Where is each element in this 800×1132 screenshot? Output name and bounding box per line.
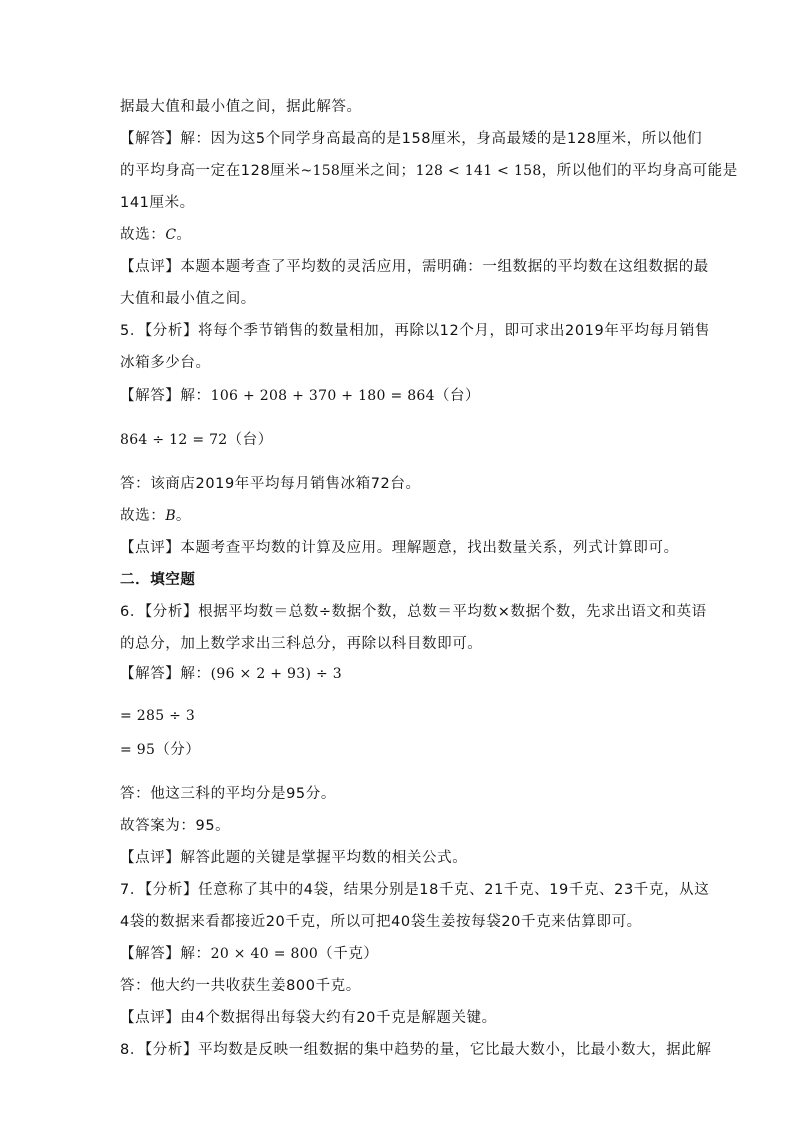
question-7-analysis: 7．【分析】任意称了其中的4袋，结果分别是18千克、21千克、19千克、23千克，从这 [120,882,710,898]
answer-line: 的平均身高一定在128厘米~158厘米之间；128 < 141 < 158，所以他们的平均身高可能是 [120,163,738,179]
section-heading: 二．填空题 [120,572,196,588]
text-line: 大值和最小值之间。 [120,291,256,307]
comment-line: 【点评】本题考查平均数的计算及应用。理解题意，找出数量关系，列式计算即可。 [120,540,679,556]
text-line: 的总分，加上数学求出三科总分，再除以科目数即可。 [120,636,483,652]
choice-line: 故选：C。 [120,227,192,243]
question-8-analysis: 8．【分析】平均数是反映一组数据的集中趋势的量，它比最大数小，比最小数大，据此解 [120,1042,712,1058]
text-line: 141厘米。 [120,195,195,211]
text-line: 答：该商店2019年平均每月销售冰箱72台。 [120,476,421,492]
text-line: 冰箱多少台。 [120,355,211,371]
text-line: 据最大值和最小值之间，据此解答。 [120,99,362,115]
text-line: 答：他大约一共收获生姜800千克。 [120,978,361,994]
comment-line: 【点评】由4个数据得出每袋大约有20千克是解题关键。 [120,1010,497,1026]
answer-line: 【解答】解：因为这5个同学身高最高的是158厘米，身高最矮的是128厘米，所以他们 [120,131,703,147]
answer-line: 【解答】解：(96 × 2 + 93) ÷ 3 [120,666,342,682]
comment-line: 【点评】解答此题的关键是掌握平均数的相关公式。 [120,850,468,866]
formula-line: = 95（分） [120,742,201,758]
choice-line: 故选：B。 [120,508,192,524]
comment-line: 【点评】本题本题考查了平均数的灵活应用，需明确：一组数据的平均数在这组数据的最 [120,259,709,275]
answer-line: 【解答】解：20 × 40 = 800（千克） [120,946,379,962]
text-line: 答：他这三科的平均分是95分。 [120,786,336,802]
text-line: 故答案为：95。 [120,818,231,834]
formula-line: = 285 ÷ 3 [120,708,196,724]
question-5-analysis: 5．【分析】将每个季节销售的数量相加，再除以12个月，即可求出2019年平均每月销售 [120,323,711,339]
question-6-analysis: 6．【分析】根据平均数＝总数÷数据个数，总数＝平均数×数据个数，先求出语文和英语 [120,604,707,620]
formula-line: 864 ÷ 12 = 72（台） [120,432,273,448]
answer-line: 【解答】解：106 + 208 + 370 + 180 = 864（台） [120,388,481,404]
text-line: 4袋的数据来看都接近20千克，所以可把40袋生姜按每袋20千克来估算即可。 [120,914,642,930]
